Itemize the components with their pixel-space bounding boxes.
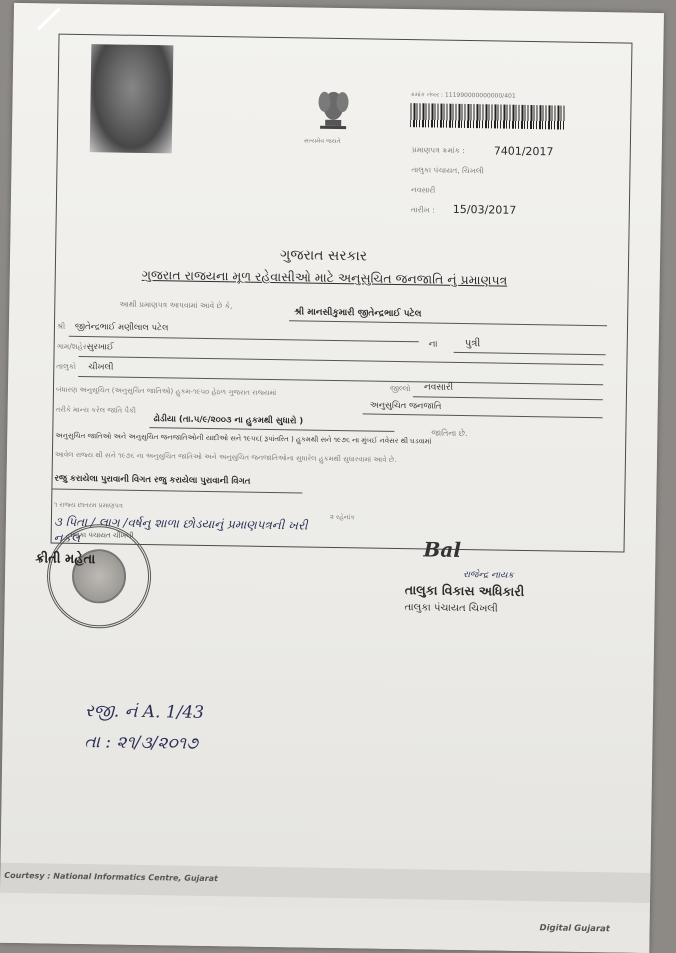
evidence-item-2: ૨ રહેનાંક	[329, 512, 355, 522]
father-name: જીતેન્દ્રભાઈ મણીલાલ પટેલ	[74, 321, 169, 334]
district-label: જીલ્લો	[389, 383, 411, 394]
tribe-value: ઢોડીયા (તા.૫/૯/૨૦૦૩ ના હુકમથી સુધારો )	[153, 414, 304, 427]
village-label: ગામ/શહેર	[56, 341, 87, 352]
legal-paragraph-2: આવેલ રાજ્ય થી સને ૧૯૭૬ ના અનુસુચિત જાતિઓ અને અનુસુચિત જનજાતિઓના સુધારેલ હુકમથી સુધારવામાં આવે છે.	[54, 450, 397, 464]
relation-label: ના	[428, 339, 438, 350]
office-line-1: તાલુકા પંચાયત, ચિખલી	[411, 165, 484, 176]
officer-place: તાલુકા પંચાયત ચિખલી	[404, 602, 498, 615]
certificate-subject: ગુજરાત રાજયના મૂળ રહેવાસીઓ માટે અનુસુચિત જનજાતિ નું પ્રમાણપત્ર	[141, 266, 508, 288]
taluka-label: તાલુકો	[56, 361, 77, 371]
ashoka-emblem-icon	[312, 80, 355, 141]
handwritten-evidence-item: ૩ પિતા / લાગ /વર્ષનુ શાળા છોડયાનું પ્રમાણપત્રની ખરી નકલ	[53, 514, 308, 545]
intro-text: આથી પ્રમાણપત્ર આપવામાં આવે છે કે,	[119, 299, 233, 311]
certificate-paper	[0, 3, 664, 953]
applicant-photo	[90, 44, 174, 153]
relation-value: પુત્રી	[464, 338, 481, 350]
tribe-suffix: જાતિના છે.	[431, 428, 468, 439]
taluka-value: ચીખલી	[88, 362, 114, 373]
tribe-label: તરીકે માન્ય કરેલ જાતિ પૈકી	[55, 405, 136, 415]
father-label: શ્રી	[56, 321, 66, 331]
officer-signature-scribble: Bal	[423, 537, 462, 562]
barcode-number: ક્રમાંક નંબર : 111990000000000/401	[410, 91, 516, 100]
footer-band	[0, 863, 650, 903]
footer-brand: Digital Gujarat	[539, 923, 610, 935]
folded-corner	[37, 7, 61, 30]
barcode-icon	[410, 103, 565, 129]
office-line-2: નવસારી	[411, 185, 436, 195]
handwritten-date: તા : ૨૧/૩/૨૦૧૭	[84, 732, 199, 754]
govt-title: ગુજરાત સરકાર	[279, 247, 368, 265]
category-value: અનુસુચિત જનજાતિ	[369, 400, 442, 412]
emblem-caption: સત્યમેવ જયતે	[303, 137, 341, 146]
officer-title: તાલુકા વિકાસ અધિકારી	[404, 582, 525, 599]
office-seal	[46, 523, 152, 629]
officer-signature: રાજેન્દ્ર નાયક	[463, 570, 514, 581]
certificate-no-label: પ્રમાણપત્ર ક્રમાંક :	[411, 145, 465, 155]
seal-text: તાલુકા પંચાયત ચીખલી	[67, 530, 134, 540]
certificate-number: 7401/2017	[493, 144, 554, 159]
footer-courtesy: Courtesy : National Informatics Centre, Gujarat	[4, 870, 218, 884]
date-label: તારીખ :	[410, 205, 435, 215]
evidence-heading: રજુ કરાયેલા પુરાવાની વિગત રજુ કરાયેલા પુરાવાની વિગત	[54, 473, 251, 487]
legal-paragraph-1: અનુસુચિત જાતિઓ અને અનુસુચિત જનજાતિઓની યાદીઓ સને ૧૯૫૬( રૂપાંતરિત ) હુકમથી સને ૧૯૭૬ ના મુંબઈ નવેસર થી ઘડવામાં	[55, 431, 432, 446]
order-text: બંધારણ અનુસૂચિત (અનુસુચિત જાતિઓ) હુકમ-૧૯૫૦ હેઠળ ગુજરાત રાજ્યમાં	[55, 385, 277, 398]
left-signature: ક્રીતી મહેતા	[35, 551, 96, 568]
handwritten-registration: રજી. નં A. 1/43	[84, 701, 205, 723]
district-value: નવસારી	[423, 382, 454, 393]
village-value: સુરખાઈ	[86, 342, 114, 353]
evidence-item-1: ૧ રાજ્ય છાતરમ પ્રમાણપત્ર	[54, 500, 123, 510]
applicant-name: શ્રી માનસીકુમારી જીતેન્દ્રભાઈ પટેલ	[294, 307, 422, 320]
issue-date: 15/03/2017	[452, 202, 517, 217]
